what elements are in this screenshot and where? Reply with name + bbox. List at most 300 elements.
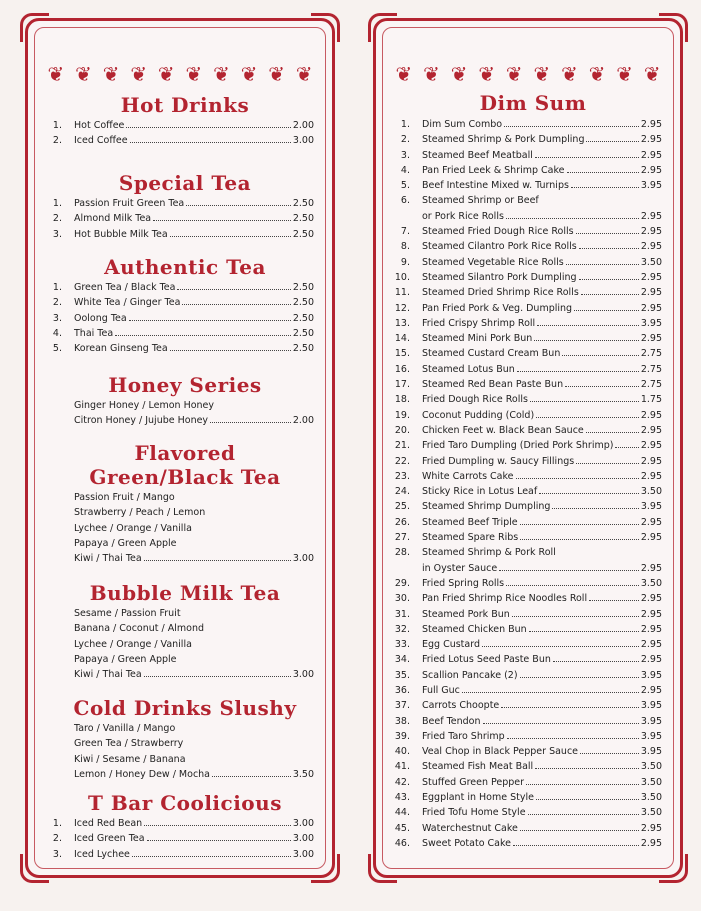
item-price: 2.95 xyxy=(640,287,662,299)
item-number: 6. xyxy=(400,195,410,207)
item-name: Steamed Cilantro Pork Rice Rolls xyxy=(422,241,577,253)
dot-leader xyxy=(553,661,639,662)
menu-item xyxy=(42,211,328,226)
item-name: Steamed Fish Meat Ball xyxy=(422,761,534,773)
item-number: 9. xyxy=(400,256,410,268)
item-number: 15. xyxy=(394,348,410,360)
dot-leader xyxy=(589,600,639,601)
item-name: Egg Custard xyxy=(422,639,481,651)
item-number: 1. xyxy=(52,282,62,293)
section-title: Authentic Tea xyxy=(104,255,266,279)
item-number: 7. xyxy=(400,226,410,238)
menu-item xyxy=(42,311,328,326)
item-number: 24. xyxy=(394,486,410,498)
dot-leader xyxy=(520,524,639,525)
item-price: 2.75 xyxy=(640,363,662,375)
item-name: Steamed Lotus Bun xyxy=(422,363,515,375)
dot-leader xyxy=(144,676,291,677)
item-price: 3.00 xyxy=(292,135,314,147)
menu-section xyxy=(42,791,328,862)
item-number: 16. xyxy=(394,363,410,375)
item-name: Iced Red Bean xyxy=(74,818,143,829)
dot-leader xyxy=(536,799,639,800)
menu-item xyxy=(42,652,328,667)
menu-item xyxy=(390,545,676,560)
item-name: Green Tea / Strawberry xyxy=(74,738,184,750)
dot-leader xyxy=(177,289,290,290)
section-items xyxy=(42,118,328,149)
item-number: 39. xyxy=(394,730,410,742)
item-price: 2.50 xyxy=(292,297,314,309)
dot-leader xyxy=(506,218,639,219)
dot-leader xyxy=(576,233,639,234)
item-name: Eggplant in Home Style xyxy=(422,792,534,804)
item-price: 3.95 xyxy=(640,746,662,758)
item-price: 2.00 xyxy=(292,415,314,427)
menu-item xyxy=(390,255,676,270)
item-number: 13. xyxy=(394,317,410,329)
dot-leader xyxy=(537,325,639,326)
item-number: 37. xyxy=(394,700,410,712)
floral-ornament-icon: ❦ xyxy=(102,62,120,86)
item-number: 21. xyxy=(394,440,410,452)
corner-ornament xyxy=(659,854,688,883)
menu-item xyxy=(390,285,676,300)
item-price: 2.95 xyxy=(640,424,662,436)
item-name: Coconut Pudding (Cold) xyxy=(422,409,535,421)
item-number: 2. xyxy=(52,297,62,309)
dot-leader xyxy=(586,432,639,433)
menu-item xyxy=(42,637,328,652)
floral-ornament-icon: ❦ xyxy=(185,62,203,86)
menu-item xyxy=(390,836,676,851)
item-name: Lemon / Honey Dew / Mocha xyxy=(74,768,211,780)
menu-item xyxy=(390,209,676,224)
item-number: 2. xyxy=(52,135,62,147)
menu-item xyxy=(390,530,676,545)
item-price: 3.50 xyxy=(640,792,662,804)
menu-item xyxy=(390,744,676,759)
item-name: Strawberry / Peach / Lemon xyxy=(74,507,206,519)
item-number: 8. xyxy=(400,241,410,253)
menu-item xyxy=(42,398,328,413)
item-price: 2.95 xyxy=(640,149,662,161)
dot-leader xyxy=(529,631,639,632)
dot-leader xyxy=(210,422,291,423)
dot-leader xyxy=(147,840,291,841)
item-name: Fried Dough Rice Rolls xyxy=(422,394,528,406)
menu-item xyxy=(390,132,676,147)
menu-item xyxy=(390,392,676,407)
menu-item xyxy=(390,515,676,530)
dot-leader xyxy=(212,776,291,777)
item-number: 3. xyxy=(400,149,410,161)
dot-leader xyxy=(571,187,639,188)
item-name: Hot Bubble Milk Tea xyxy=(74,228,168,240)
item-price: 2.95 xyxy=(640,470,662,482)
menu-item xyxy=(390,775,676,790)
item-number: 3. xyxy=(52,848,62,860)
floral-ornament-icon: ❦ xyxy=(533,62,551,86)
dot-leader xyxy=(579,248,639,249)
menu-item xyxy=(390,668,676,683)
dot-leader xyxy=(579,279,639,280)
item-price: 3.95 xyxy=(640,730,662,742)
item-price: 3.50 xyxy=(640,807,662,819)
item-number: 25. xyxy=(394,501,410,513)
item-price: 2.95 xyxy=(640,302,662,314)
item-number: 12. xyxy=(394,302,410,314)
menu-item xyxy=(42,505,328,520)
floral-ornament-icon: ❦ xyxy=(130,62,147,86)
item-name: Pan Fried Shrimp Rice Noodles Roll xyxy=(422,593,588,605)
menu-item xyxy=(42,621,328,636)
item-price: 2.95 xyxy=(640,516,662,528)
item-number: 1. xyxy=(52,198,62,209)
corner-ornament xyxy=(20,13,49,42)
item-name: Lychee / Orange / Vanilla xyxy=(74,522,192,534)
menu-item xyxy=(390,729,676,744)
item-name: Steamed Spare Ribs xyxy=(422,532,519,544)
item-name: Iced Lychee xyxy=(74,848,130,860)
dot-leader xyxy=(581,294,639,295)
item-name: Beef Tendon xyxy=(422,715,481,727)
menu-item xyxy=(42,227,328,242)
dot-leader xyxy=(536,417,639,418)
item-name: Fried Taro Shrimp xyxy=(422,730,505,742)
item-price: 2.95 xyxy=(640,164,662,176)
item-number: 35. xyxy=(394,669,410,681)
menu-section xyxy=(42,696,328,782)
menu-item xyxy=(390,576,676,591)
item-price: 3.00 xyxy=(292,848,314,860)
item-name: Steamed Mini Pork Bun xyxy=(422,333,533,345)
dot-leader xyxy=(580,753,639,754)
dim-sum-list xyxy=(390,117,676,851)
floral-ornament-icon: ❦ xyxy=(450,62,468,86)
item-price: 2.75 xyxy=(640,348,662,360)
item-price: 3.00 xyxy=(292,833,314,845)
menu-item xyxy=(390,683,676,698)
item-price: 3.95 xyxy=(640,715,662,727)
item-price: 2.95 xyxy=(640,562,662,574)
menu-item xyxy=(390,193,676,208)
dot-leader xyxy=(535,157,639,158)
item-price: 2.50 xyxy=(292,198,314,209)
item-name: Dim Sum Combo xyxy=(422,119,503,130)
menu-item xyxy=(390,423,676,438)
dot-leader xyxy=(562,355,639,356)
item-number: 11. xyxy=(394,287,410,299)
item-number: 10. xyxy=(394,271,410,283)
dot-leader xyxy=(516,478,639,479)
item-name: Hot Coffee xyxy=(74,120,125,131)
item-name: Oolong Tea xyxy=(74,312,127,324)
dot-leader xyxy=(130,142,291,143)
item-price: 2.95 xyxy=(640,639,662,651)
item-price: 3.50 xyxy=(640,486,662,498)
item-name: Papaya / Green Apple xyxy=(74,537,177,549)
item-number: 4. xyxy=(52,327,62,339)
section-items xyxy=(42,490,328,566)
menu-item xyxy=(42,341,328,356)
item-name: or Pork Rice Rolls xyxy=(422,210,504,222)
item-name: Steamed Vegetable Rice Rolls xyxy=(422,256,564,268)
item-price: 3.95 xyxy=(640,669,662,681)
menu-item xyxy=(42,816,328,831)
menu-item xyxy=(42,295,328,310)
item-number: 45. xyxy=(394,822,410,834)
item-name: Kiwi / Thai Tea xyxy=(74,669,142,681)
dot-leader xyxy=(526,784,639,785)
dot-leader xyxy=(499,570,639,571)
item-number: 5. xyxy=(52,343,62,355)
menu-section xyxy=(42,171,328,242)
item-name: Beef Intestine Mixed w. Turnips xyxy=(422,180,569,192)
item-name: Pan Fried Leek & Shrimp Cake xyxy=(422,164,565,176)
floral-ornament-icon: ❦ xyxy=(423,62,440,86)
dot-leader xyxy=(530,401,639,402)
item-name: Iced Green Tea xyxy=(74,833,145,845)
item-number: 44. xyxy=(394,807,410,819)
floral-ornament-icon: ❦ xyxy=(268,62,285,86)
item-number: 4. xyxy=(400,164,410,176)
menu-section xyxy=(42,255,328,356)
menu-item xyxy=(390,454,676,469)
item-number: 29. xyxy=(394,577,410,589)
item-name: Fried Taro Dumpling (Dried Pork Shrimp) xyxy=(422,440,614,452)
menu-item xyxy=(42,736,328,751)
dot-leader xyxy=(507,738,639,739)
dot-leader xyxy=(566,264,639,265)
item-name: Fried Lotus Seed Paste Bun xyxy=(422,654,551,666)
dot-leader xyxy=(567,172,639,173)
menu-item xyxy=(390,408,676,423)
dot-leader xyxy=(132,856,291,857)
item-price: 3.95 xyxy=(640,700,662,712)
item-price: 2.50 xyxy=(292,327,314,339)
dot-leader xyxy=(528,814,639,815)
corner-ornament xyxy=(368,854,397,883)
item-number: 1. xyxy=(52,120,62,131)
item-name: Ginger Honey / Lemon Honey xyxy=(74,400,215,411)
item-number: 3. xyxy=(52,312,62,324)
dot-leader xyxy=(462,692,639,693)
item-name: Fried Spring Rolls xyxy=(422,577,505,589)
dot-leader xyxy=(615,447,638,448)
item-number: 42. xyxy=(394,776,410,788)
item-name: Citron Honey / Jujube Honey xyxy=(74,415,209,427)
item-price: 3.50 xyxy=(292,768,314,780)
item-price: 3.00 xyxy=(292,553,314,565)
item-name: Steamed Beef Meatball xyxy=(422,149,533,161)
menu-item xyxy=(390,698,676,713)
menu-section xyxy=(42,581,328,682)
item-price: 2.50 xyxy=(292,343,314,355)
item-number: 18. xyxy=(394,394,410,406)
dot-leader xyxy=(153,220,291,221)
dot-leader xyxy=(504,126,639,127)
menu-item xyxy=(42,551,328,566)
item-name: Veal Chop in Black Pepper Sauce xyxy=(422,746,579,758)
dot-leader xyxy=(520,539,639,540)
floral-ornament-icon: ❦ xyxy=(240,62,258,86)
item-name: Steamed Fried Dough Rice Rolls xyxy=(422,226,574,238)
floral-ornament-icon: ❦ xyxy=(505,62,523,86)
menu-item xyxy=(42,118,328,133)
item-price: 2.75 xyxy=(640,379,662,391)
corner-ornament xyxy=(368,13,397,42)
item-name: Thai Tea xyxy=(74,327,114,339)
menu-item xyxy=(390,469,676,484)
item-number: 40. xyxy=(394,746,410,758)
item-price: 1.75 xyxy=(640,394,662,406)
item-name: Passion Fruit / Mango xyxy=(74,492,175,503)
item-price: 3.95 xyxy=(640,180,662,192)
item-number: 5. xyxy=(400,180,410,192)
corner-ornament xyxy=(311,13,340,42)
item-name: White Tea / Ginger Tea xyxy=(74,297,181,309)
menu-item xyxy=(390,637,676,652)
section-title-line2: Green/Black Tea xyxy=(89,465,281,489)
item-price: 2.95 xyxy=(640,822,662,834)
menu-item xyxy=(42,721,328,736)
dot-leader xyxy=(126,127,290,128)
item-name: Banana / Coconut / Almond xyxy=(74,623,205,635)
menu-item xyxy=(390,499,676,514)
floral-ornament-icon: ❦ xyxy=(616,62,633,86)
item-number: 28. xyxy=(394,547,410,559)
dot-leader xyxy=(586,141,638,142)
item-number: 34. xyxy=(394,654,410,666)
menu-item xyxy=(390,148,676,163)
item-number: 46. xyxy=(394,837,410,849)
menu-item xyxy=(390,117,676,132)
menu-item xyxy=(390,362,676,377)
item-price: 2.50 xyxy=(292,312,314,324)
dot-leader xyxy=(182,304,290,305)
menu-item xyxy=(42,326,328,341)
floral-ornament-icon: ❦ xyxy=(643,62,661,86)
menu-item xyxy=(390,301,676,316)
floral-ornament-icon: ❦ xyxy=(75,62,92,86)
item-name: Steamed Dried Shrimp Rice Rolls xyxy=(422,287,579,299)
item-price: 2.50 xyxy=(292,282,314,293)
menu-item xyxy=(390,790,676,805)
menu-item xyxy=(390,224,676,239)
item-price: 2.95 xyxy=(640,119,662,130)
floral-ornament-icon: ❦ xyxy=(395,62,413,86)
item-price: 2.95 xyxy=(640,608,662,620)
item-price: 2.50 xyxy=(292,213,314,225)
item-price: 3.95 xyxy=(640,317,662,329)
menu-item xyxy=(42,831,328,846)
menu-item xyxy=(390,821,676,836)
dot-leader xyxy=(574,310,639,311)
item-price: 2.95 xyxy=(640,409,662,421)
menu-item xyxy=(390,759,676,774)
item-number: 14. xyxy=(394,333,410,345)
dot-leader xyxy=(513,845,639,846)
menu-item xyxy=(42,667,328,682)
item-name: Steamed Beef Triple xyxy=(422,516,518,528)
menu-item xyxy=(390,316,676,331)
dot-leader xyxy=(144,825,291,826)
menu-item xyxy=(42,767,328,782)
decorative-border-row xyxy=(390,63,666,85)
item-number: 1. xyxy=(52,818,62,829)
menu-item xyxy=(390,591,676,606)
item-number: 2. xyxy=(52,833,62,845)
item-name: Steamed Pork Bun xyxy=(422,608,510,620)
dot-leader xyxy=(539,493,639,494)
section-items xyxy=(42,398,328,429)
item-number: 2. xyxy=(400,134,410,146)
floral-ornament-icon: ❦ xyxy=(47,62,65,86)
item-number: 23. xyxy=(394,470,410,482)
menu-item xyxy=(42,133,328,148)
menu-item xyxy=(42,606,328,621)
item-name: Green Tea / Black Tea xyxy=(74,282,176,293)
menu-item xyxy=(390,484,676,499)
menu-section xyxy=(42,441,328,566)
menu-item xyxy=(42,752,328,767)
menu-item xyxy=(390,163,676,178)
menu-item xyxy=(42,536,328,551)
item-name: Iced Coffee xyxy=(74,135,128,147)
item-name: Steamed Shrimp & Pork Roll xyxy=(422,547,556,559)
dot-leader xyxy=(483,723,639,724)
menu-item xyxy=(42,413,328,428)
section-title: Hot Drinks xyxy=(120,93,250,117)
item-name: Steamed Shrimp & Pork Dumpling xyxy=(422,134,585,146)
item-name: Scallion Pancake (2) xyxy=(422,669,518,681)
menu-item xyxy=(42,280,328,295)
item-price: 2.95 xyxy=(640,210,662,222)
section-title: Honey Series xyxy=(108,373,262,397)
item-price: 3.50 xyxy=(640,776,662,788)
section-items xyxy=(42,721,328,782)
right-menu-panel xyxy=(373,18,683,878)
item-name: Kiwi / Sesame / Banana xyxy=(74,753,186,765)
item-number: 38. xyxy=(394,715,410,727)
item-name: Fried Tofu Home Style xyxy=(422,807,526,819)
menu-item xyxy=(390,377,676,392)
item-price: 2.95 xyxy=(640,623,662,635)
item-name: Kiwi / Thai Tea xyxy=(74,553,142,565)
menu-item xyxy=(390,607,676,622)
section-items xyxy=(42,816,328,862)
menu-item xyxy=(390,438,676,453)
item-name: Korean Ginseng Tea xyxy=(74,343,168,355)
item-name: Pan Fried Pork & Veg. Dumpling xyxy=(422,302,573,314)
section-title: Cold Drinks Slushy xyxy=(73,696,297,720)
item-name: Chicken Feet w. Black Bean Sauce xyxy=(422,424,584,436)
item-price: 2.95 xyxy=(640,241,662,253)
corner-ornament xyxy=(659,13,688,42)
item-price: 3.00 xyxy=(292,818,314,829)
item-price: 3.50 xyxy=(640,256,662,268)
dot-leader xyxy=(520,830,639,831)
menu-item xyxy=(42,521,328,536)
dim-sum-section xyxy=(390,91,676,851)
section-title: T Bar Coolicious xyxy=(88,791,282,815)
item-name: Waterchestnut Cake xyxy=(422,822,518,834)
item-name: Steamed Chicken Bun xyxy=(422,623,527,635)
item-number: 2. xyxy=(52,213,62,225)
item-number: 22. xyxy=(394,455,410,467)
menu-item xyxy=(390,805,676,820)
